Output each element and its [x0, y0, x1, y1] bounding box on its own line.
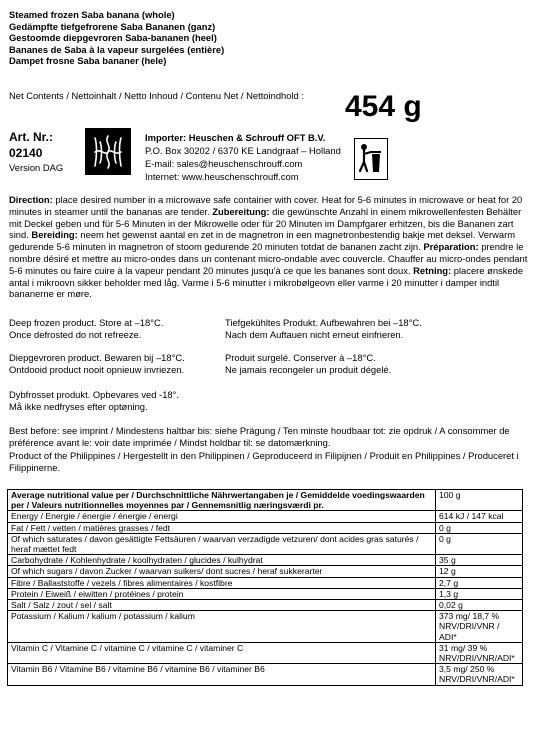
storage-de-line-2: Nach dem Auftauen nicht erneut einfrieren. [225, 328, 404, 340]
nutrition-row [8, 555, 523, 566]
nutrient-value: 614 kJ / 147 kcal [436, 511, 523, 522]
directions-text-no: placere ønskede antal i mikroovn sikker beholder med låg. Varme i 5-6 minutter i mikrobølgeovn eller varme i 20 minutter i damper indtil bananerne er møre. [9, 264, 524, 300]
storage-en-line-1: Deep frozen product. Store at –18°C. [9, 317, 164, 328]
nutrient-label: Vitamin B6 / Vitamine B6 / vitamine B6 / vitamine B6 / vitaminer B6 [8, 664, 436, 685]
directions-text-fr: prendre le nombre désiré et mettre au micro-ondes dans un contenant micro-ondable avec couvercle. Chauffer au micro-ondes pendant 5-6 minutes ou faire cuire à la vapeur pendant 20 minutes jusqu'à ce que les bananes sont doux. [9, 241, 528, 276]
nutrition-row [8, 642, 523, 663]
nutrient-value: 3,5 mg/ 250 % NRV/DRI/VNR/ADI* [436, 664, 523, 685]
directions-label-nl: Bereiding: [31, 229, 78, 241]
nutrient-label: Fibre / Ballaststoffe / vezels / fibres alimentaires / kostfibre [8, 577, 436, 588]
product-name-list [9, 9, 224, 67]
net-contents-label: Net Contents / Nettoinhalt / Netto Inhoud / Contenu Net / Nettoindhold : [9, 90, 304, 101]
directions-text-nl: neem het gewenst aantal en zet in de magnetron in een magnetronbestendig bakje met deksel. Verwarm gedurende 5-6 minuten in magnetron of stoom gedurende 20 minuten totdat de bananen zacht zijn. [9, 229, 516, 253]
nutrition-row [8, 566, 523, 577]
storage-nl [9, 352, 185, 375]
best-before-text: Best before: see imprint / Mindestens haltbar bis: siehe Prägung / Ten minste houdbaar tot: zie opdruk / A consommer de préférence avant le: voir date imprimée / Mindst holdbar til: se datomærkning. [9, 425, 510, 448]
storage-fr-line-1: Produit surgelé. Conserver à –18°C. [225, 352, 376, 363]
product-name-no: Dampet frosne Saba bananer (hele) [9, 55, 167, 67]
directions-text-en: place desired number in a microwave safe container with cover. Heat for 5-6 minutes in microwave or heat for 20 minutes in steamer until the bananas are tender. [9, 194, 523, 217]
nutrient-label: Energy / Energie / énergie / énergie / energi [8, 511, 436, 522]
nutrient-value: 35 g [436, 555, 523, 566]
storage-de-line-1: Tiefgekühltes Produkt. Aufbewahren bei –18°C. [225, 317, 422, 328]
product-name-de: Gedämpfte tiefgefrorene Saba Bananen (ganz) [9, 20, 216, 32]
product-name-fr: Bananes de Saba à la vapeur surgelées (entière) [9, 43, 225, 55]
storage-no [9, 389, 179, 412]
nutrient-value: 0,02 g [436, 600, 523, 611]
storage-nl-line-2: Ontdooid product nooit opnieuw invriezen. [9, 363, 185, 375]
nutrition-row [8, 588, 523, 599]
origin-text: Product of the Philippines / Hergestellt in den Philippinen / Geproduceerd in Filipijnen / Produit en Philippines / Produceret i Filippinerne. [9, 450, 519, 473]
importer-block [145, 131, 341, 183]
version-label: Version DAG [9, 162, 64, 173]
nutrient-value: 1,3 g [436, 588, 523, 599]
nutrient-value: 0 g [436, 533, 523, 554]
importer-website: Internet: www.heuschenschrouff.com [145, 171, 299, 182]
nutrition-row [8, 600, 523, 611]
nutrition-table [7, 489, 523, 686]
nutrition-row [8, 611, 523, 643]
nutrient-label: Vitamin C / Vitamine C / vitamine C / vitamine C / vitaminer C [8, 642, 436, 663]
nutrient-value: 12 g [436, 566, 523, 577]
nutrient-label: Potassium / Kalium / kalium / potassium / kalium [8, 611, 436, 643]
nutrient-value: 0 g [436, 522, 523, 533]
nutrition-row [8, 577, 523, 588]
directions-label-en: Direction: [9, 194, 53, 205]
nutrition-row [8, 664, 523, 685]
article-number-label: Art. Nr.: [9, 130, 54, 144]
nutrient-label: Of which saturates / davon gesättigte Fettsäuren / waarvan verzadigde vetzuren/ dont acides gras saturés / heraf mættet fedt [8, 533, 436, 554]
nutrition-row [8, 522, 523, 533]
directions-paragraph [9, 194, 529, 300]
nutrient-value: 373 mg/ 18,7 % NRV/DRI/VNR / ADI* [436, 611, 523, 643]
directions-label-no: Retning: [413, 264, 452, 276]
product-name-nl: Gestoomde diepgevroren Saba-bananen (heel) [9, 32, 217, 44]
nutrition-row [8, 511, 523, 522]
nutrient-label: Of which sugars / davon Zucker / waarvan suikers/ dont sucres / heraf sukkerarter [8, 566, 436, 577]
nutrition-header-label: Average nutritional value per / Durchschnittliche Nährwertangaben je / Gemiddelde voedingswaarden per / Valeurs nutritionnelles moyennes par / Gennemsnitlig næringsværdi pr. [8, 490, 436, 511]
nutrition-header-value: 100 g [436, 490, 523, 511]
directions-label-fr: Préparation: [423, 241, 479, 253]
article-number: 02140 [9, 146, 43, 160]
storage-de [225, 317, 422, 340]
nutrition-row [8, 533, 523, 554]
importer-address: P.O. Box 30202 / 6370 KE Landgraaf – Holland [145, 145, 341, 156]
nutrient-label: Carbohydrate / Kohlenhydrate / koolhydraten / glucides / kulhydrat [8, 555, 436, 566]
nutrition-header-row [8, 490, 523, 511]
storage-fr [225, 352, 391, 375]
tidyman-bin-icon [354, 138, 388, 180]
nutrient-value: 2,7 g [436, 577, 523, 588]
nutrient-label: Protein / Eiweiß / eiwitten / protéines / protein [8, 588, 436, 599]
directions-text-de: die gewünschte Anzahl in einem mikrowellenfesten Behälter mit Deckel geben und für 5-6 Minuten in der Mikrowelle oder für 20 Minuten im Dampfgarer erhitzen, bis die Bananen zart sind. [9, 205, 522, 241]
storage-no-line-2: Må ikke nedfryses efter optøning. [9, 400, 148, 412]
product-name-en: Steamed frozen Saba banana (whole) [9, 9, 175, 20]
importer-email: E-mail: sales@heuschenschrouff.com [145, 158, 303, 169]
storage-no-line-1: Dybfrosset produkt. Opbevares ved -18°. [9, 389, 179, 400]
nutrient-value: 31 mg/ 39 % NRV/DRI/VNR/ADI* [436, 642, 523, 663]
storage-nl-line-1: Diepgevroren product. Bewaren bij –18°C. [9, 352, 185, 363]
hh-monogram-logo-icon [85, 128, 131, 175]
storage-en-line-2: Once defrosted do not refreeze. [9, 328, 142, 340]
nutrient-label: Salt / Salz / zout / sel / salt [8, 600, 436, 611]
importer-name: Importer: Heuschen & Schrouff OFT B.V. [145, 132, 326, 143]
storage-en [9, 317, 163, 340]
nutrient-label: Fat / Fett / vetten / matières grasses / fedt [8, 522, 436, 533]
storage-fr-line-2: Ne jamais recongeler un produit dégelé. [225, 363, 392, 375]
net-weight: 454 g [345, 90, 422, 123]
directions-label-de: Zubereitung: [212, 205, 270, 217]
